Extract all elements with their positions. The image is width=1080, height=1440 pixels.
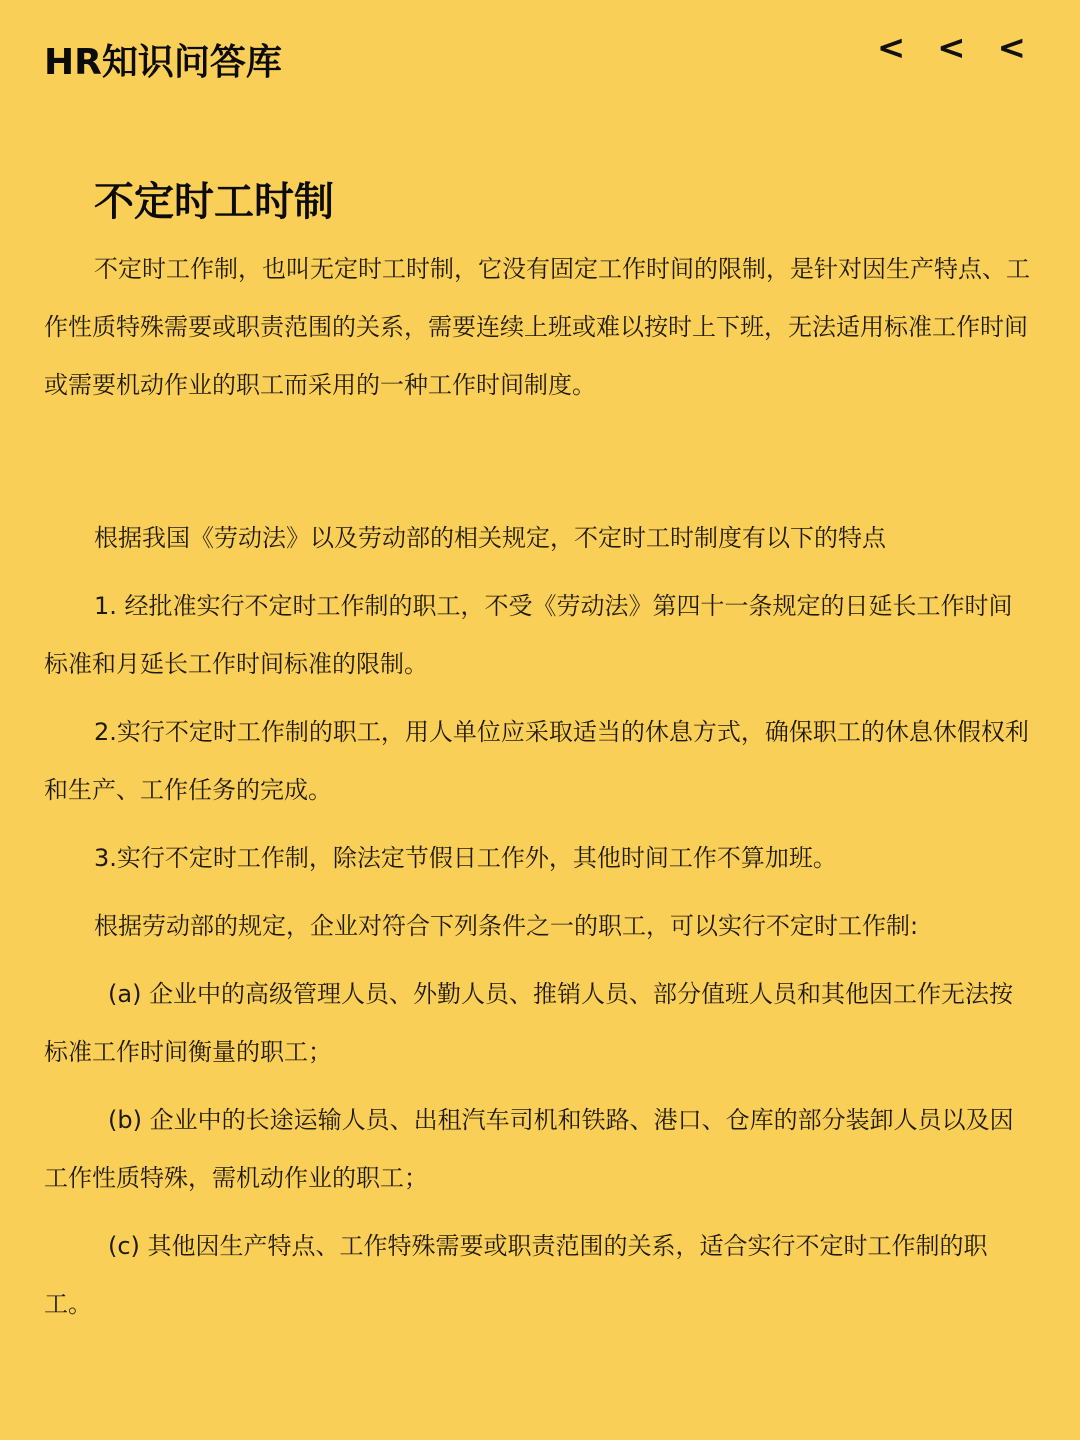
paragraph-point-2: 2.实行不定时工作制的职工，用人单位应采取适当的休息方式，确保职工的休息休假权利和生产、工作任务的完成。	[44, 718, 1029, 804]
paragraph-point-1: 1. 经批准实行不定时工作制的职工，不受《劳动法》第四十一条规定的日延长工作时间标准和月延长工作时间标准的限制。	[44, 592, 1013, 678]
paragraph-condition-a: (a) 企业中的高级管理人员、外勤人员、推销人员、部分值班人员和其他因工作无法按标准工作时间衡量的职工；	[44, 980, 1014, 1066]
paragraph-point-3: 3.实行不定时工作制，除法定节假日工作外，其他时间工作不算加班。	[94, 844, 837, 872]
paragraph-conditions: 根据劳动部的规定，企业对符合下列条件之一的职工，可以实行不定时工作制:	[94, 912, 919, 940]
document-title: 不定时工时制	[94, 179, 334, 225]
paragraph-condition-c: (c) 其他因生产特点、工作特殊需要或职责范围的关系，适合实行不定时工作制的职工。	[44, 1232, 988, 1318]
paragraph-definition: 不定时工作制，也叫无定时工时制，它没有固定工作时间的限制，是针对因生产特点、工作性质特殊需要或职责范围的关系，需要连续上班或难以按时上下班，无法适用标准工作时间或需要机动作业的职工而采用的一种工作时间制度。	[44, 255, 1030, 399]
back-arrows-icon[interactable]: < < <	[876, 28, 1036, 68]
brand-title: HR知识问答库	[44, 42, 282, 83]
paragraph-condition-b: (b) 企业中的长途运输人员、出租汽车司机和铁路、港口、仓库的部分装卸人员以及因工作性质特殊，需机动作业的职工；	[44, 1106, 1014, 1192]
paragraph-intro: 根据我国《劳动法》以及劳动部的相关规定，不定时工时制度有以下的特点	[94, 524, 886, 552]
document-body	[44, 240, 1034, 1333]
